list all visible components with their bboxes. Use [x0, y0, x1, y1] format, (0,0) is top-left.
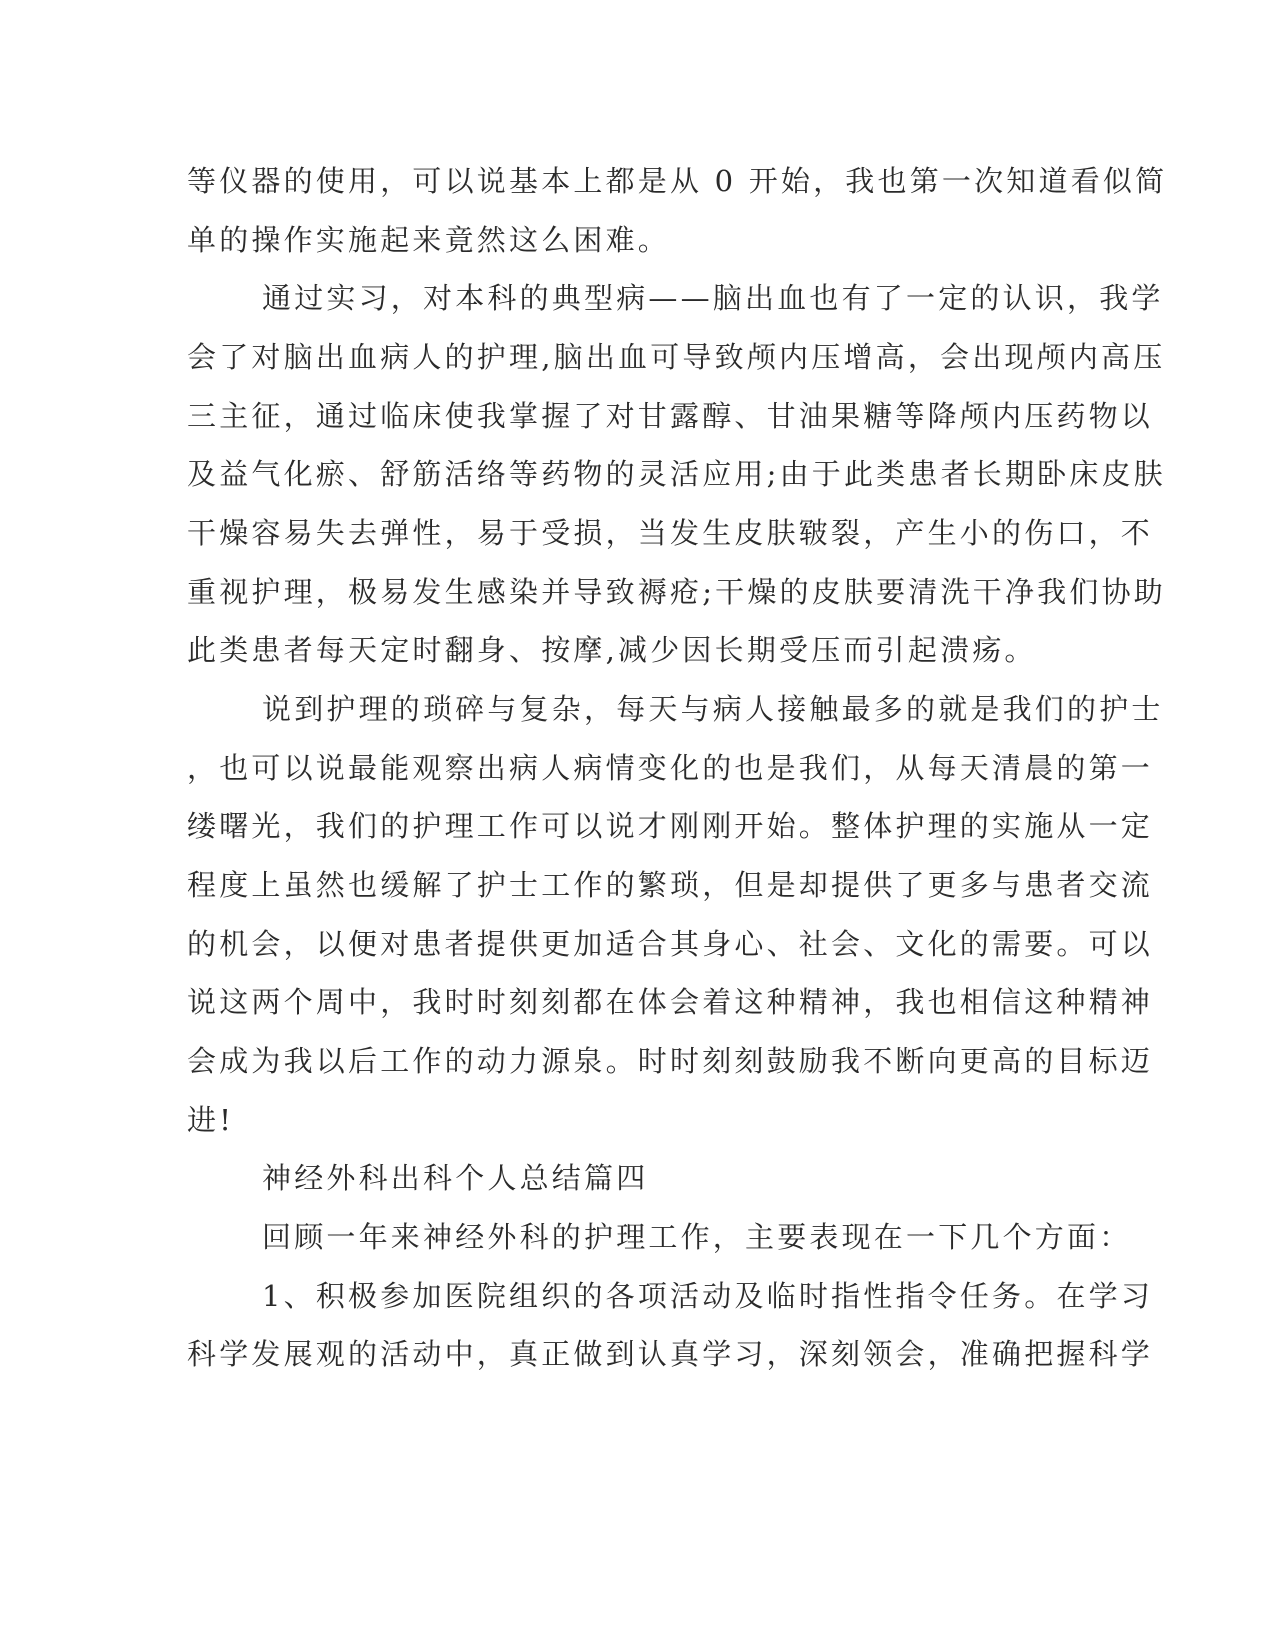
- text-line: 程度上虽然也缓解了护士工作的繁琐，但是却提供了更多与患者交流: [187, 868, 1154, 902]
- text-line: 此类患者每天定时翻身、按摩,减少因长期受压而引起溃疡。: [187, 633, 1037, 667]
- text-line: 三主征，通过临床使我掌握了对甘露醇、甘油果糖等降颅内压药物以: [187, 399, 1154, 433]
- text-line: 科学发展观的活动中，真正做到认真学习，深刻领会，准确把握科学: [187, 1337, 1154, 1371]
- text-line: 及益气化瘀、舒筋活络等药物的灵活应用;由于此类患者长期卧床皮肤: [187, 457, 1166, 491]
- text-line: 说这两个周中，我时时刻刻都在体会着这种精神，我也相信这种精神: [187, 985, 1154, 1019]
- text-line: 会成为我以后工作的动力源泉。时时刻刻鼓励我不断向更高的目标迈: [187, 1044, 1154, 1078]
- paragraph-first-line: 通过实习，对本科的典型病——脑出血也有了一定的认识，我学: [262, 281, 1164, 315]
- text-line: 会了对脑出血病人的护理,脑出血可导致颅内压增高，会出现颅内高压: [187, 340, 1166, 374]
- paragraph-first-line: 说到护理的琐碎与复杂，每天与病人接触最多的就是我们的护士: [262, 692, 1164, 726]
- paragraph-first-line: 回顾一年来神经外科的护理工作，主要表现在一下几个方面：: [262, 1220, 1132, 1254]
- text-line: 进!: [187, 1103, 235, 1137]
- section-heading: 神经外科出科个人总结篇四: [262, 1161, 649, 1195]
- text-line: 重视护理，极易发生感染并导致褥疮;干燥的皮肤要清洗干净我们协助: [187, 575, 1166, 609]
- text-line: 单的操作实施起来竟然这么困难。: [187, 223, 671, 257]
- text-line: 的机会，以便对患者提供更加适合其身心、社会、文化的需要。可以: [187, 927, 1154, 961]
- text-line: 缕曙光，我们的护理工作可以说才刚刚开始。整体护理的实施从一定: [187, 809, 1154, 843]
- text-line: 等仪器的使用，可以说基本上都是从 0 开始，我也第一次知道看似简: [187, 164, 1168, 198]
- text-line: 干燥容易失去弹性，易于受损，当发生皮肤皲裂，产生小的伤口，不: [187, 516, 1154, 550]
- paragraph-first-line: 1、积极参加医院组织的各项活动及临时指性指令任务。在学习: [262, 1279, 1154, 1313]
- text-line: ，也可以说最能观察出病人病情变化的也是我们，从每天清晨的第一: [187, 751, 1154, 785]
